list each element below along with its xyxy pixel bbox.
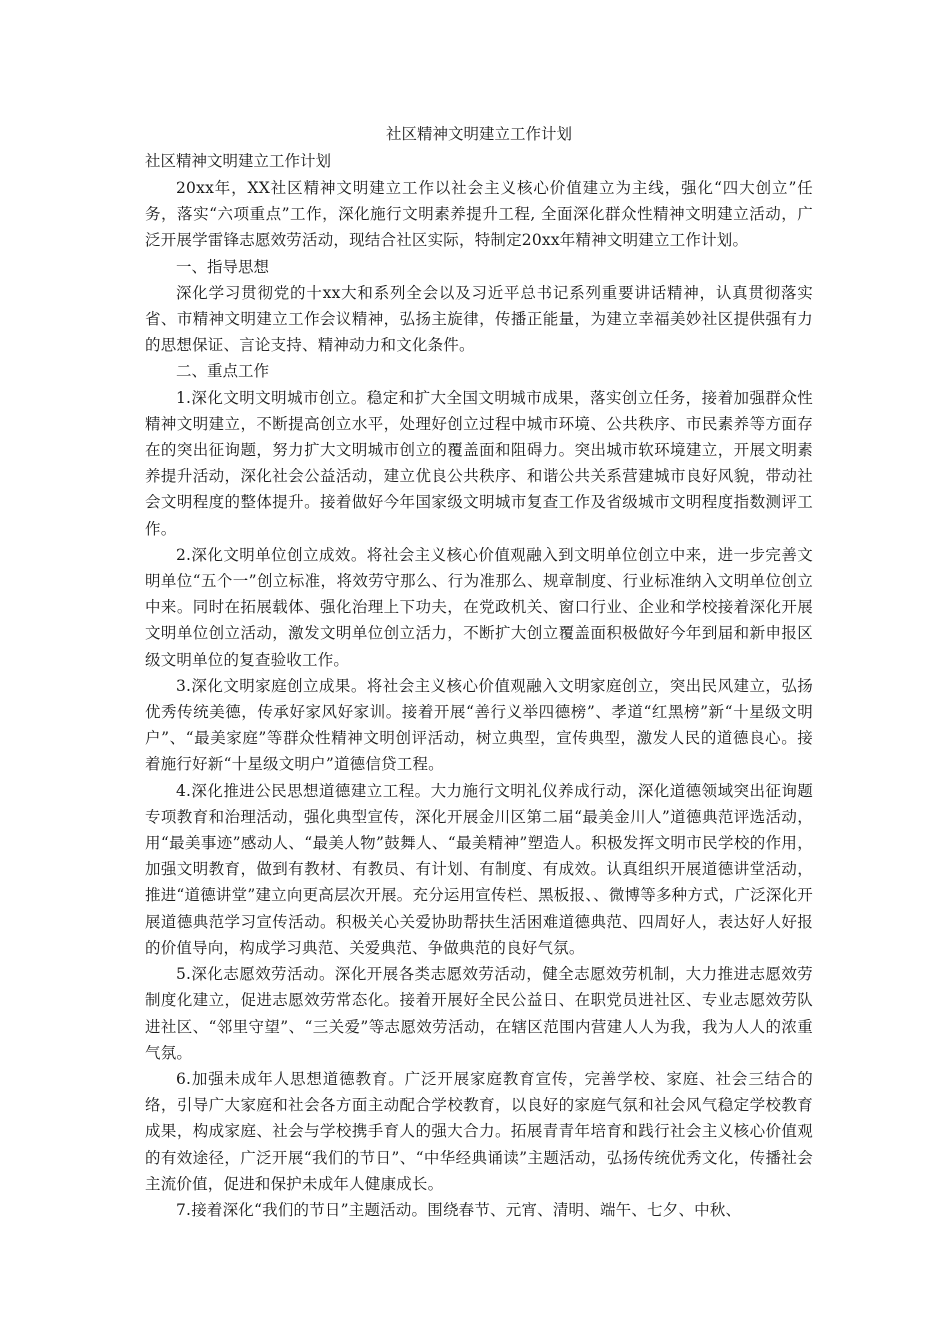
key-work-item-1: 1.深化文明文明城市创立。稳定和扩大全国文明城市成果，落实创立任务，接着加强群众性精神文明建立，不断提高创立水平，处理好创立过程中城市环境、公共秩序、市民素养等方面存在的突出征询题，努力扩大文明城市创立的覆盖面和阻碍力。突出城市软环境建立，开展文明素养提升活动，深化社会公益活动，建立优良公共秩序、和谐公共关系营建城市良好风貌，带动社会文明程度的整体提升。接着做好今年国家级文明城市复查工作及省级城市文明程度指数测评工作。 — [145, 388, 813, 538]
section-heading-key-work: 二、重点工作 — [176, 362, 270, 381]
document-subtitle: 社区精神文明建立工作计划 — [145, 152, 332, 170]
document-page — [145, 122, 813, 1223]
key-work-item-3: 3.深化文明家庭创立成果。将社会主义核心价值观融入文明家庭创立，突出民风建立，弘扬优秀传统美德，传承好家风好家训。接着开展“善行义举四德榜”、孝道“红黑榜”新“十星级文明户”、“最美家庭”等群众性精神文明创评活动，树立典型，宣传典型，激发人民的道德良心。接着施行好新“十星级文明户”道德信贷工程。 — [145, 676, 813, 774]
key-work-item-4: 4.深化推进公民思想道德建立工程。大力施行文明礼仪养成行动，深化道德领域突出征询题专项教育和治理活动，强化典型宣传，深化开展金川区第二届“最美金川人”道德典范评选活动，用“最美事迹”感动人、“最美人物”鼓舞人、“最美精神”塑造人。积极发挥文明市民学校的作用，加强文明教育，做到有教材、有教员、有计划、有制度、有成效。认真组织开展道德讲堂活动，推进“道德讲堂”建立向更高层次开展。充分运用宣传栏、黑板报、、微博等多种方式，广泛深化开展道德典范学习宣传活动。积极关心关爱协助帮扶生活困难道德典范、四周好人，表达好人好报的价值导向，构成学习典范、关爱典范、争做典范的良好气氛。 — [145, 781, 813, 957]
section-heading-guiding-thought: 一、指导思想 — [176, 257, 270, 276]
document-title: 社区精神文明建立工作计划 — [385, 125, 572, 143]
key-work-item-5: 5.深化志愿效劳活动。深化开展各类志愿效劳活动，健全志愿效劳机制，大力推进志愿效劳制度化建立，促进志愿效劳常态化。接着开展好全民公益日、在职党员进社区、专业志愿效劳队进社区、“邻里守望”、“三关爱”等志愿效劳活动，在辖区范围内营建人人为我，我为人人的浓重气氛。 — [145, 965, 813, 1062]
guiding-thought-paragraph: 深化学习贯彻党的十xx大和系列全会以及习近平总书记系列重要讲话精神，认真贯彻落实省、市精神文明建立工作会议精神，弘扬主旋律，传播正能量，为建立幸福美妙社区提供强有力的思想保证、言论支持、精神动力和文化条件。 — [145, 283, 813, 355]
intro-paragraph: 20xx年，XX社区精神文明建立工作以社会主义核心价值建立为主线，强化“四大创立”任务，落实“六项重点”工作，深化施行文明素养提升工程, 全面深化群众性精神文明建立活动，广泛开展学雷锋志愿效劳活动，现结合社区实际，特制定20xx年精神文明建立工作计划。 — [145, 179, 813, 250]
key-work-item-6: 6.加强未成年人思想道德教育。广泛开展家庭教育宣传，完善学校、家庭、社会三结合的络，引导广大家庭和社会各方面主动配合学校教育，以良好的家庭气氛和社会风气稳定学校教育成果，构成家庭、社会与学校携手育人的强大合力。拓展青青年培育和践行社会主义核心价值观的有效途径，广泛开展“我们的节日”、“中华经典诵读”主题活动，弘扬传统优秀文化，传播社会主流价值，促进和保护未成年人健康成长。 — [145, 1069, 813, 1193]
key-work-item-7: 7.接着深化“我们的节日”主题活动。围绕春节、元宵、清明、端午、七夕、中秋、 — [176, 1200, 742, 1219]
key-work-item-2: 2.深化文明单位创立成效。将社会主义核心价值观融入到文明单位创立中来，进一步完善文明单位“五个一”创立标准，将效劳守那么、行为准那么、规章制度、行业标准纳入文明单位创立中来。同时在拓展载体、强化治理上下功夫，在党政机关、窗口行业、企业和学校接着深化开展文明单位创立活动，激发文明单位创立活力，不断扩大创立覆盖面积极做好今年到届和新申报区级文明单位的复查验收工作。 — [145, 545, 813, 669]
